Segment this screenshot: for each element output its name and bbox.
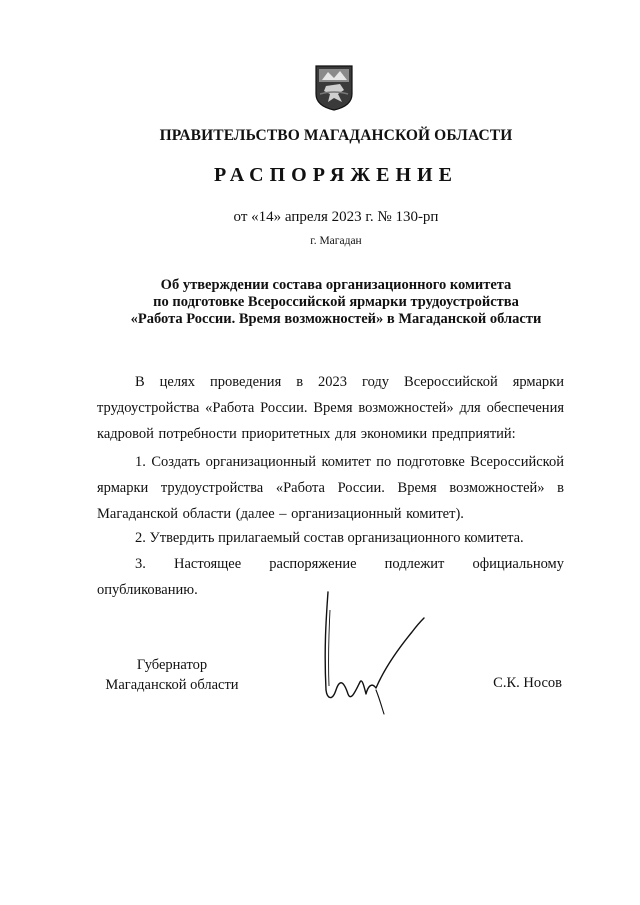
item-1-paragraph: 1. Создать организационный комитет по подготовке Всероссийской ярмарки трудоустройства «Работа России. Время возможностей» в Магаданской области (далее – организационный комитет). bbox=[97, 454, 564, 522]
item-2-paragraph: 2. Утвердить прилагаемый состав организационного комитета. bbox=[135, 530, 524, 546]
handwritten-signature bbox=[318, 590, 438, 720]
preamble-paragraph: В целях проведения в 2023 году Всероссийской ярмарки трудоустройства «Работа России. Время возможностей» для обеспечения кадровой потребности приоритетных для экономики предприятий: bbox=[97, 374, 564, 442]
coat-of-arms-icon bbox=[314, 64, 354, 112]
signatory-name: С.К. Носов bbox=[493, 675, 562, 691]
organization-title: ПРАВИТЕЛЬСТВО МАГАДАНСКОЙ ОБЛАСТИ bbox=[159, 127, 513, 144]
item-3-paragraph: 3. Настоящее распоряжение подлежит официальному опубликованию. bbox=[97, 556, 564, 598]
subject-line: Об утверждении состава организационного комитета bbox=[160, 277, 512, 293]
document-date-number: от «14» апреля 2023 г. № 130-рп bbox=[233, 209, 439, 225]
document-city: г. Магадан bbox=[310, 235, 362, 247]
signatory-position bbox=[97, 655, 247, 695]
position-line: Губернатор bbox=[136, 657, 208, 673]
subject-line: по подготовке Всероссийской ярмарки трудоустройства bbox=[153, 294, 519, 310]
document-type: РАСПОРЯЖЕНИЕ bbox=[214, 164, 458, 186]
subject-line: «Работа России. Время возможностей» в Магаданской области bbox=[130, 311, 542, 327]
position-line: Магаданской области bbox=[105, 677, 239, 693]
document-subject bbox=[100, 277, 572, 328]
